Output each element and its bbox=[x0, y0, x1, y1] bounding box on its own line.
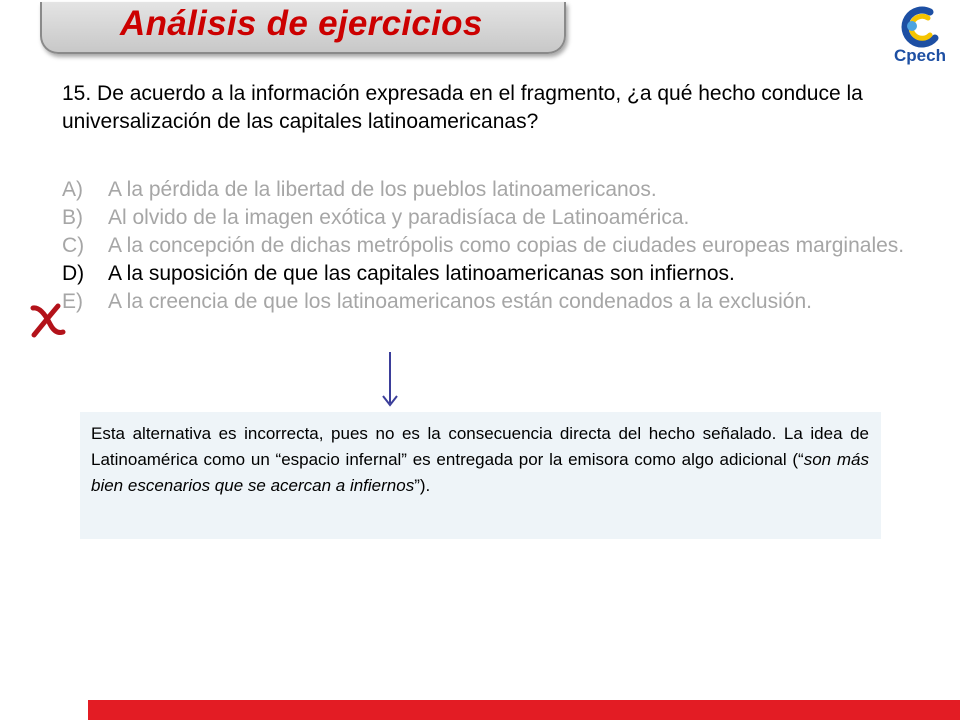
option-letter: E) bbox=[62, 290, 83, 313]
feedback-quote: son más bien escenarios que se acercan a infiernos bbox=[91, 450, 870, 495]
option-a[interactable] bbox=[62, 176, 922, 204]
cpech-logo bbox=[888, 4, 954, 66]
option-b[interactable] bbox=[62, 204, 922, 232]
feedback-text: Esta alternativa es incorrecta, pues no es la consecuencia directa del hecho señalado. La idea de Latinoamérica como un “espacio infernal” es entregada por la emisora como algo adicional (“ bbox=[91, 424, 869, 469]
arrow-down-icon bbox=[378, 352, 402, 408]
option-c[interactable] bbox=[62, 232, 922, 260]
option-e[interactable] bbox=[62, 288, 922, 316]
x-mark-icon bbox=[28, 302, 66, 340]
option-text: Al olvido de la imagen exótica y paradisíaca de Latinoamérica. bbox=[108, 206, 690, 229]
option-d[interactable] bbox=[62, 260, 922, 288]
options-list bbox=[62, 176, 922, 316]
option-letter: A) bbox=[62, 178, 83, 201]
option-text: A la concepción de dichas metrópolis como copias de ciudades europeas marginales. bbox=[108, 234, 905, 257]
option-text: A la creencia de que los latinoamericanos están condenados a la exclusión. bbox=[108, 290, 812, 313]
feedback-box bbox=[80, 412, 881, 539]
question-text: 15. De acuerdo a la información expresada en el fragmento, ¿a qué hecho conduce la universalización de las capitales latinoamericanas? bbox=[62, 82, 863, 133]
footer-bar bbox=[88, 700, 960, 720]
option-text: A la pérdida de la libertad de los pueblos latinoamericanos. bbox=[108, 178, 657, 201]
option-letter: C) bbox=[62, 234, 85, 257]
option-letter: D) bbox=[62, 262, 85, 285]
page-title: Análisis de ejercicios bbox=[120, 4, 483, 43]
logo-text: Cpech bbox=[894, 46, 946, 65]
option-letter: B) bbox=[62, 206, 83, 229]
feedback-text-end: ”). bbox=[414, 476, 431, 495]
option-text: A la suposición de que las capitales latinoamericanas son infiernos. bbox=[108, 262, 735, 285]
